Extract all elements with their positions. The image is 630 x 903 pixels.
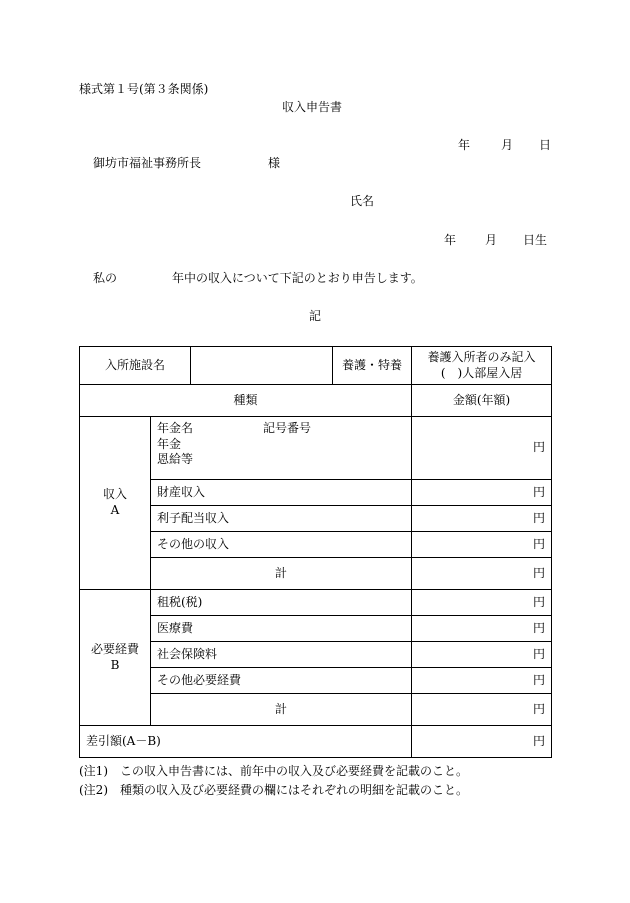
expense-amount[interactable]: 円 [412,668,552,694]
expense-row [80,590,552,616]
difference-amount[interactable]: 円 [412,726,552,758]
addressee: 御坊市福祉事務所長 [93,156,202,170]
expense-total-label: 計 [151,694,412,726]
kind-header: 種類 [80,385,412,417]
statement-text: 年中の収入について下記のとおり申告します。 [172,271,423,285]
income-label: 収入 [102,487,127,502]
income-amount[interactable]: 円 [412,532,552,558]
amount-header: 金額(年額) [412,385,552,417]
income-declaration-table [79,346,552,758]
birth-year-label: 年 [444,233,457,247]
income-row [80,532,552,558]
expense-amount[interactable]: 円 [412,616,552,642]
income-group-cell [80,417,151,590]
date-year-label: 年 [458,138,471,152]
note-text: この収入申告書には、前年中の収入及び必要経費を記載のこと。 [120,764,469,778]
pension-row [80,417,552,480]
pension-cell[interactable] [151,417,412,480]
income-amount[interactable]: 円 [412,506,552,532]
expense-row-label: 租税(税) [151,590,412,616]
difference-label: 差引額(A－B) [80,726,412,758]
date-month-label: 月 [501,138,514,152]
expense-code: B [110,657,120,672]
expense-label: 必要経費 [90,641,139,656]
form-number: 様式第１号(第３条関係) [79,82,209,96]
room-occupancy-note: ( )人部屋入居 [440,365,523,380]
care-type-label: 養護・特養 [333,347,412,385]
expense-total-row [80,694,552,726]
expense-group-cell [80,590,151,726]
income-row-label: 利子配当収入 [151,506,412,532]
income-total-amount[interactable]: 円 [412,558,552,590]
note-text: 種類の収入及び必要経費の欄にはそれぞれの明細を記載のこと。 [120,783,469,797]
expense-amount[interactable]: 円 [412,642,552,668]
pension-label: 年金 [157,436,182,451]
income-total-row [80,558,552,590]
note-label: (注2) [79,783,108,797]
name-label: 氏名 [350,194,375,208]
room-note-cell [412,347,552,385]
birth-month-label: 月 [485,233,498,247]
care-only-note: 養護入所者のみ記入 [427,349,536,364]
expense-row-label: 社会保険料 [151,642,412,668]
statement-prefix: 私の [93,271,118,285]
document-title: 収入申告書 [282,100,343,114]
birth-day-label: 日生 [523,233,548,247]
pension-name-label: 年金名 [157,421,194,435]
pension-amount[interactable]: 円 [412,417,552,480]
note-label: (注1) [79,764,108,778]
onkyu-label: 恩給等 [157,452,194,467]
expense-amount[interactable]: 円 [412,590,552,616]
symbol-number-label: 記号番号 [263,421,312,435]
date-day-label: 日 [539,138,552,152]
income-code: A [110,503,120,517]
expense-row [80,616,552,642]
facility-label: 入所施設名 [80,347,191,385]
header-row [80,385,552,417]
difference-row [80,726,552,758]
income-row [80,480,552,506]
expense-row-label: その他必要経費 [151,668,412,694]
income-row-label: 財産収入 [151,480,412,506]
income-amount[interactable]: 円 [412,480,552,506]
facility-row [80,347,552,385]
note-1 [79,762,468,781]
facility-name-field[interactable] [191,347,333,385]
income-total-label: 計 [151,558,412,590]
notes [79,762,468,800]
note-2 [79,781,468,800]
honorific: 様 [268,156,281,170]
income-row-label: その他の収入 [151,532,412,558]
expense-row [80,668,552,694]
expense-row [80,642,552,668]
expense-row-label: 医療費 [151,616,412,642]
income-row [80,506,552,532]
expense-total-amount[interactable]: 円 [412,694,552,726]
ki-heading: 記 [309,309,322,323]
